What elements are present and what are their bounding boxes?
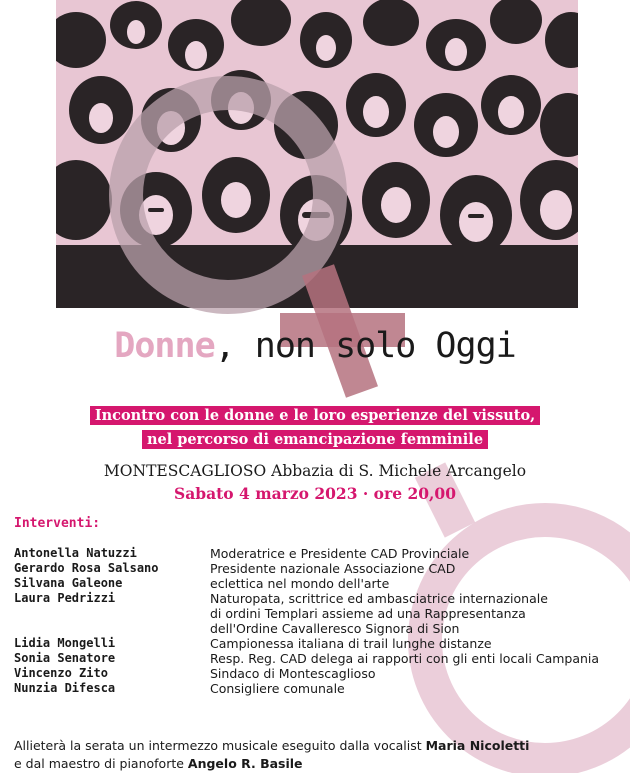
speaker-row	[14, 561, 624, 576]
speaker-name: Sonia Senatore	[14, 651, 116, 665]
speaker-role-line: eclettica nel mondo dell'arte	[210, 576, 390, 591]
footer-line-2-prefix: e dal maestro di pianoforte	[14, 756, 188, 771]
subtitle-banner-2	[0, 429, 630, 448]
speaker-role	[210, 651, 624, 666]
footer-line-1-prefix: Allieterà la serata un intermezzo musicale eseguito dalla vocalist	[14, 738, 426, 753]
speakers-list	[14, 546, 624, 696]
speaker-row	[14, 681, 624, 696]
speaker-role	[210, 636, 624, 651]
interventi-label: Interventi:	[14, 516, 101, 531]
vocalist-name: Maria Nicoletti	[425, 738, 530, 753]
speaker-row	[14, 576, 624, 591]
speaker-role-line: Presidente nazionale Associazione CAD	[210, 561, 456, 576]
subtitle-line-2: nel percorso di emancipazione femminile	[142, 430, 488, 449]
speaker-row	[14, 636, 624, 651]
speaker-role-line: Moderatrice e Presidente CAD Provinciale	[210, 546, 470, 561]
speaker-row	[14, 666, 624, 681]
speaker-row	[14, 651, 624, 666]
footer-line-1	[14, 737, 624, 755]
speaker-role-line: Resp. Reg. CAD delega ai rapporti con gli enti locali Campania	[210, 651, 600, 666]
subtitle-banner-1	[0, 405, 630, 424]
speaker-row	[14, 591, 624, 636]
crowd-illustration	[56, 0, 578, 308]
speaker-name: Antonella Natuzzi	[14, 546, 137, 560]
speaker-role	[210, 561, 624, 576]
footer-line-2	[14, 755, 624, 773]
speaker-name: Silvana Galeone	[14, 576, 123, 590]
footer-text	[14, 737, 624, 773]
speaker-role-line: Campionessa italiana di trail lunghe distanze	[210, 636, 492, 651]
subtitle-line-1: Incontro con le donne e le loro esperienze del vissuto,	[90, 406, 540, 425]
speaker-name: Gerardo Rosa Salsano	[14, 561, 159, 575]
venue-text: MONTESCAGLIOSO Abbazia di S. Michele Arcangelo	[103, 462, 527, 480]
speaker-role-line: dell'Ordine Cavalleresco Signora di Sion	[210, 621, 460, 636]
title-part-2: , non solo Oggi	[214, 326, 516, 366]
crowd-photo	[56, 0, 578, 308]
speaker-role-line: di ordini Templari assieme ad una Rappresentanza	[210, 606, 526, 621]
speaker-role	[210, 576, 624, 591]
speaker-row	[14, 546, 624, 561]
speaker-role	[210, 666, 624, 681]
speaker-role-line: Consigliere comunale	[210, 681, 345, 696]
speaker-role-line: Sindaco di Montescaglioso	[210, 666, 376, 681]
speaker-role	[210, 681, 624, 696]
event-title	[0, 326, 630, 366]
title-part-1: Donne	[114, 326, 215, 366]
speaker-name: Laura Pedrizzi	[14, 591, 116, 605]
pianist-name: Angelo R. Basile	[187, 756, 303, 771]
speaker-role	[210, 591, 624, 636]
speaker-role-line: Naturopata, scrittrice ed ambasciatrice internazionale	[210, 591, 548, 606]
speaker-name: Vincenzo Zito	[14, 666, 108, 680]
date-text: Sabato 4 marzo 2023 · ore 20,00	[174, 484, 456, 503]
speaker-role	[210, 546, 624, 561]
speaker-name: Nunzia Difesca	[14, 681, 116, 695]
speaker-name: Lidia Mongelli	[14, 636, 116, 650]
